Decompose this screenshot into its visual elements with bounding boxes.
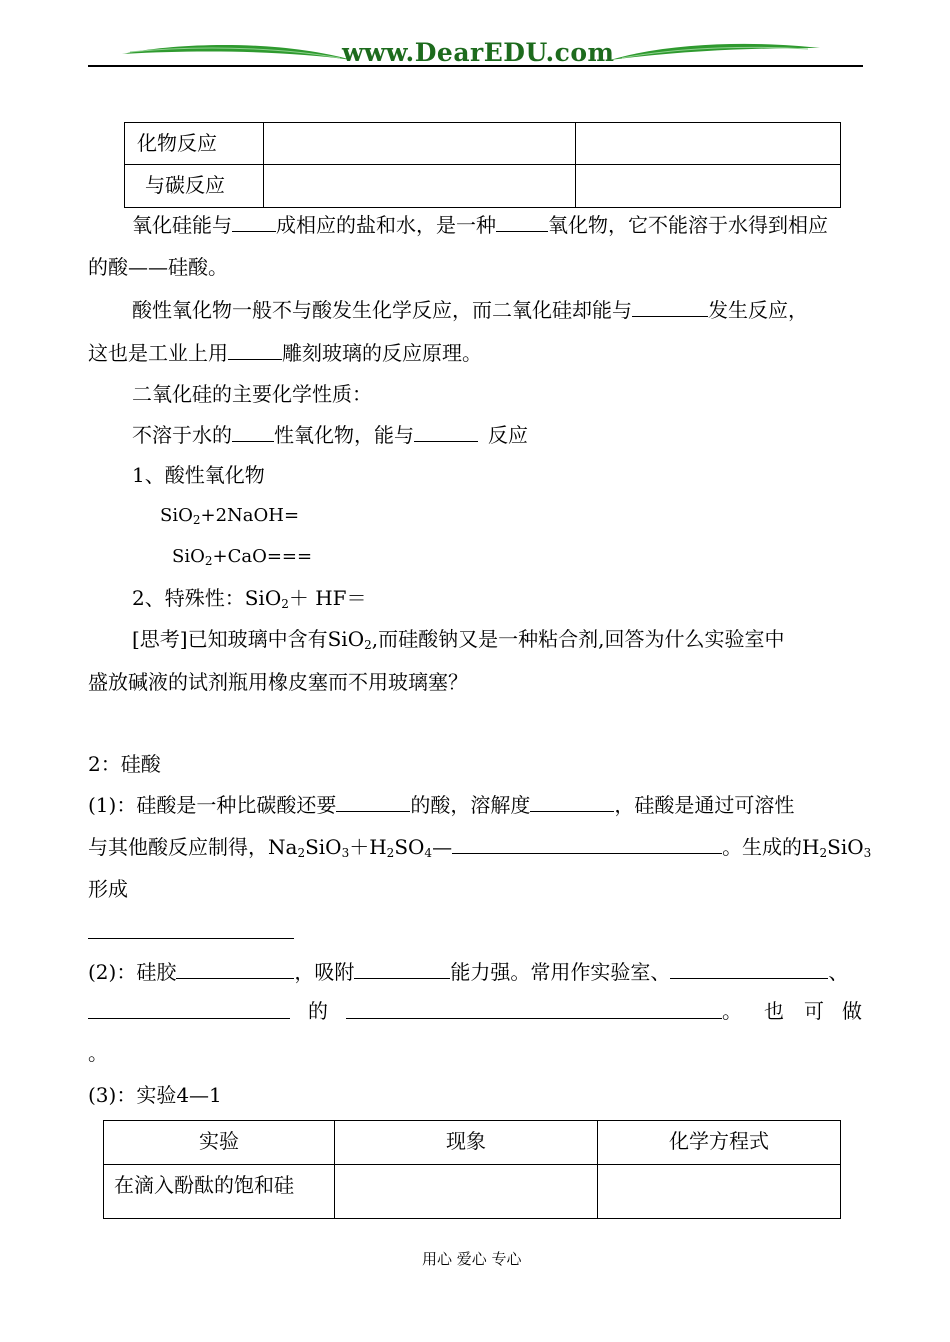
text: 性氧化物，能与 bbox=[274, 423, 414, 447]
fill-blank bbox=[88, 998, 290, 1019]
fill-blank bbox=[354, 958, 450, 979]
table-cell bbox=[264, 123, 576, 165]
logo-text: www.DearEDU.com bbox=[342, 38, 615, 67]
table-cell bbox=[598, 1165, 841, 1219]
text: SO bbox=[394, 835, 425, 859]
text: 做 bbox=[842, 999, 862, 1023]
table-row bbox=[125, 165, 841, 208]
reaction-table bbox=[124, 122, 841, 208]
subscript: 2 bbox=[386, 846, 395, 860]
fill-blank bbox=[496, 211, 548, 232]
text-line bbox=[88, 833, 871, 860]
page-footer: 用心 爱心 专心 bbox=[422, 1250, 522, 1268]
table-cell bbox=[104, 1165, 335, 1219]
subscript: 3 bbox=[863, 846, 872, 860]
text: 的酸，溶解度 bbox=[410, 793, 531, 817]
fill-blank bbox=[632, 296, 708, 317]
table-cell bbox=[125, 123, 264, 165]
text: +CaO=== bbox=[212, 546, 313, 567]
text: 反应 bbox=[488, 423, 528, 447]
text: 与其他酸反应制得，Na bbox=[88, 835, 298, 859]
text-line bbox=[132, 626, 784, 652]
subscript: 2 bbox=[204, 554, 213, 568]
right-swoosh-icon bbox=[608, 40, 823, 66]
fill-blank bbox=[336, 791, 410, 812]
text: 成相应的盐和水，是一种 bbox=[276, 213, 496, 237]
text: 雕刻玻璃的反应原理。 bbox=[282, 341, 482, 365]
text: 氧化物，它不能溶于水得到相应 bbox=[548, 213, 828, 237]
fill-blank bbox=[228, 339, 282, 360]
table-row bbox=[125, 123, 841, 165]
text: 2、特殊性：SiO bbox=[132, 586, 282, 610]
table-header-cell bbox=[104, 1121, 335, 1165]
text-line: 的酸——硅酸。 bbox=[88, 255, 228, 279]
fill-blank bbox=[88, 938, 294, 939]
table-cell bbox=[125, 165, 264, 208]
text-line: 二氧化硅的主要化学性质： bbox=[132, 382, 372, 406]
text-line: 1、酸性氧化物 bbox=[132, 463, 265, 487]
text: 。生成的H bbox=[722, 835, 820, 859]
text: ＋ HF＝ bbox=[288, 586, 367, 610]
text-line bbox=[132, 211, 828, 238]
text: 发生反应， bbox=[708, 298, 808, 322]
table-header-cell bbox=[335, 1121, 598, 1165]
text: 也 bbox=[764, 999, 784, 1023]
text: ，吸附 bbox=[294, 960, 355, 984]
text: 。 bbox=[722, 999, 742, 1023]
text: [思考]已知玻璃中含有SiO bbox=[132, 627, 365, 651]
header-text: 现象 bbox=[446, 1129, 486, 1153]
text: 可 bbox=[804, 999, 824, 1023]
equation-line bbox=[160, 503, 299, 529]
subscript: 2 bbox=[297, 846, 306, 860]
text: ＋H bbox=[349, 835, 387, 859]
table-cell bbox=[264, 165, 576, 208]
text: 氧化硅能与 bbox=[132, 213, 232, 237]
text-line: 盛放碱液的试剂瓶用橡皮塞而不用玻璃塞？ bbox=[88, 670, 468, 694]
text: SiO bbox=[305, 835, 342, 859]
fill-blank bbox=[232, 421, 274, 442]
text: SiO bbox=[160, 505, 193, 526]
subscript: 2 bbox=[281, 597, 289, 611]
fill-blank bbox=[530, 791, 614, 812]
header-text: 化学方程式 bbox=[669, 1129, 769, 1153]
text-line bbox=[132, 585, 367, 611]
text-line: 。 bbox=[88, 1041, 108, 1065]
subscript: 2 bbox=[364, 638, 372, 652]
equation-line bbox=[172, 544, 312, 570]
row-label: 化物反应 bbox=[137, 131, 217, 155]
fill-blank bbox=[346, 998, 722, 1019]
fill-blank bbox=[232, 211, 276, 232]
fill-blank bbox=[176, 958, 294, 979]
text: ,而硅酸钠又是一种粘合剂,回答为什么实验室中 bbox=[371, 627, 785, 651]
text-line: (3)：实验4—1 bbox=[88, 1083, 222, 1107]
text: (2)：硅胶 bbox=[88, 960, 177, 984]
text: SiO bbox=[172, 546, 205, 567]
text-line bbox=[132, 296, 808, 323]
text-line: 形成 bbox=[88, 877, 128, 901]
experiment-table bbox=[103, 1120, 841, 1219]
text-line bbox=[132, 421, 528, 448]
text: +2NaOH= bbox=[200, 505, 300, 526]
cell-text: 在滴入酚酞的饱和硅 bbox=[114, 1173, 294, 1197]
text: 不溶于水的 bbox=[132, 423, 232, 447]
subscript: 2 bbox=[819, 846, 828, 860]
subscript: 3 bbox=[341, 846, 350, 860]
table-header-row bbox=[104, 1121, 841, 1165]
text: 能力强。常用作实验室、 bbox=[450, 960, 671, 984]
text: 、 bbox=[828, 960, 849, 984]
fill-blank bbox=[452, 833, 722, 854]
table-cell bbox=[576, 165, 841, 208]
text: SiO bbox=[827, 835, 864, 859]
fill-blank bbox=[670, 958, 828, 979]
table-row bbox=[104, 1165, 841, 1219]
header-rule bbox=[88, 65, 863, 67]
row-label: 与碳反应 bbox=[145, 173, 225, 197]
text: — bbox=[432, 835, 453, 859]
header-text: 实验 bbox=[199, 1129, 239, 1153]
text: 这也是工业上用 bbox=[88, 341, 228, 365]
text-line bbox=[88, 958, 848, 985]
subscript: 4 bbox=[424, 846, 433, 860]
text: ，硅酸是通过可溶性 bbox=[614, 793, 795, 817]
left-swoosh-icon bbox=[120, 40, 355, 66]
text-line bbox=[88, 791, 794, 818]
fill-blank bbox=[414, 421, 478, 442]
text: (1)：硅酸是一种比碳酸还要 bbox=[88, 793, 337, 817]
text: 的 bbox=[308, 999, 328, 1023]
text: 酸性氧化物一般不与酸发生化学反应，而二氧化硅却能与 bbox=[132, 298, 632, 322]
subscript: 2 bbox=[192, 513, 201, 527]
table-cell bbox=[335, 1165, 598, 1219]
table-cell bbox=[576, 123, 841, 165]
text-line bbox=[88, 339, 482, 366]
table-header-cell bbox=[598, 1121, 841, 1165]
section-heading: 2：硅酸 bbox=[88, 752, 161, 776]
